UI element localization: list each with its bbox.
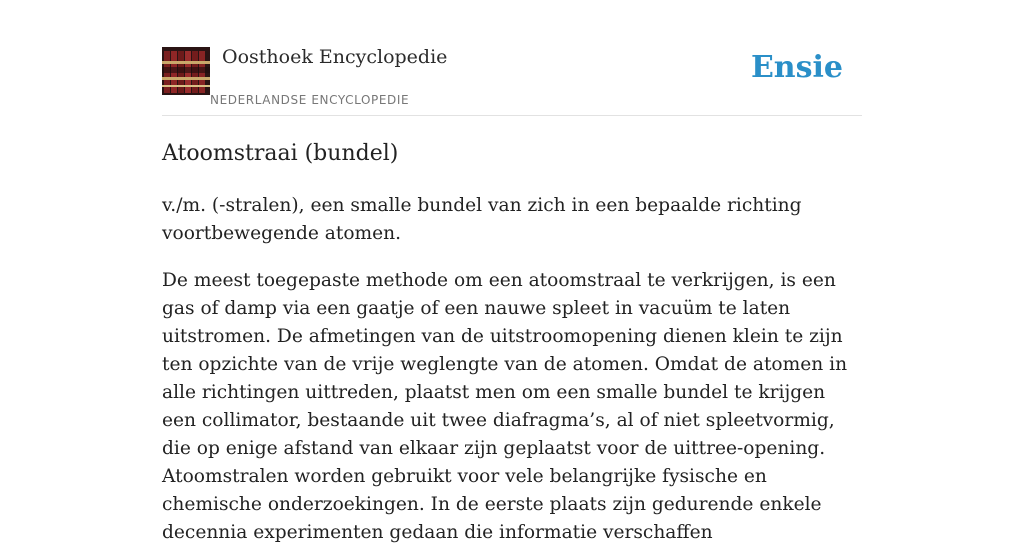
article-paragraph-body: De meest toegepaste methode om een atoomstraal te verkrijgen, is een gas of damp via een gaatje of een nauwe spleet in vacuüm te laten uitstromen. De afmetingen van de uitstroomopening dienen klein te zijn ten opzichte van de vrije weglengte van de atomen. Omdat de atomen in alle richtingen uittreden, plaatst men om een smalle bundel te krijgen een collimator, bestaande uit twee diafragma’s, al of niet spleetvormig, die op enige afstand van elkaar zijn geplaatst voor de uittree-opening. Atoomstralen worden gebruikt voor vele belangrijke fysische en chemische onderzoekingen. In de eerste plaats zijn gedurende enkele decennia experimenten gedaan die informatie verschaffen xyxy=(162,270,848,543)
encyclopedia-books-icon[interactable] xyxy=(162,47,210,95)
site-title[interactable]: Oosthoek Encyclopedie xyxy=(222,46,448,68)
article-title: Atoomstraai (bundel) xyxy=(162,141,399,166)
article-paragraph-definition: v./m. (-stralen), een smalle bundel van zich in een bepaalde richting voortbewegende atomen. xyxy=(162,195,802,244)
brand-logo-link[interactable]: Ensie xyxy=(750,50,843,85)
site-subtitle: NEDERLANDSE ENCYCLOPEDIE xyxy=(210,93,410,107)
article xyxy=(162,138,862,547)
site-header xyxy=(162,0,862,116)
